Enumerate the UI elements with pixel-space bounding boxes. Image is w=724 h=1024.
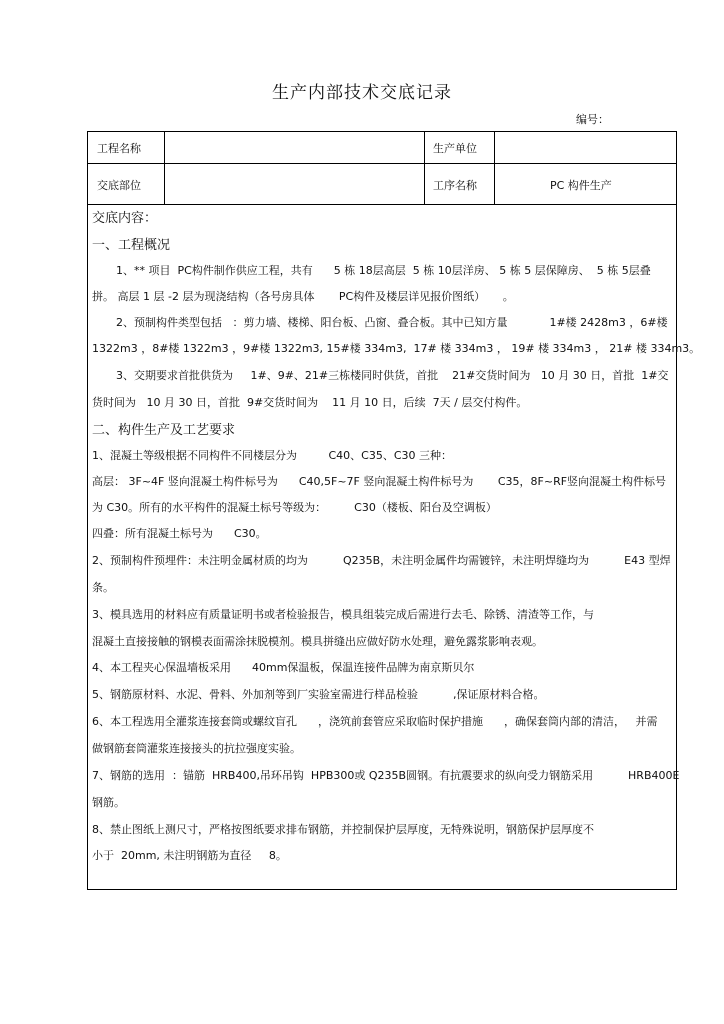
paragraph-line: 四叠：所有混凝土标号为 C30。: [92, 527, 267, 540]
row-divider: [87, 204, 677, 205]
page-title: 生产内部技术交底记录: [272, 83, 452, 103]
paragraph-line: 5、钢筋原材料、水泥、骨料、外加剂等到厂实验室需进行样品检验 ,保证原材料合格。: [92, 688, 545, 701]
paragraph-line: 小于 20mm, 未注明钢筋为直径 8。: [92, 849, 287, 862]
column-divider: [424, 131, 425, 204]
process-name-value: PC 构件生产: [550, 179, 612, 192]
paragraph-line: 做钢筋套筒灌浆连接接头的抗拉强度实验。: [92, 742, 301, 755]
paragraph-line: 1322m3 ，8#楼 1322m3 ，9#楼 1322m3, 15#楼 334m3, 17# 楼 334m3 ， 19# 楼 334m3 ， 21# 楼 334m3。: [92, 342, 701, 355]
process-name-label: 工序名称: [433, 179, 477, 192]
paragraph-line: 3、模具选用的材料应有质量证明书或者检验报告，模具组装完成后需进行去毛、除锈、清渣等工作，与: [92, 608, 594, 621]
paragraph-line: 拼。 高层 1 层 -2 层为现浇结构（各号房具体 PC构件及楼层详见报价图纸） 。: [92, 290, 514, 303]
paragraph-line: 1、** 项目 PC构件制作供应工程，共有 5 栋 18层高层 5 栋 10层洋房、 5 栋 5 层保障房、 5 栋 5层叠: [116, 264, 651, 277]
section-2-title: 二、构件生产及工艺要求: [92, 423, 236, 438]
column-divider: [494, 131, 495, 204]
row-divider: [87, 163, 677, 164]
paragraph-line: 2、预制构件类型包括 ：剪力墙、楼梯、阳台板、凸窗、叠合板。其中已知方量 1#楼 2428m3 ，6#楼: [116, 316, 668, 329]
paragraph-line: 6、本工程选用全灌浆连接套筒或螺纹盲孔 ，浇筑前套管应采取临时保护措施 ，确保套筒内部的清洁， 并需: [92, 715, 658, 728]
paragraph-line: 4、本工程夹心保温墙板采用 40mm保温板，保温连接件品牌为南京斯贝尔: [92, 661, 475, 674]
paragraph-line: 钢筋。: [92, 796, 125, 809]
paragraph-line: 3、交期要求首批供货为 1#、9#、21#三栋楼同时供货，首批 21#交货时间为 10 月 30 日，首批 1#交: [116, 369, 669, 382]
production-unit-label: 生产单位: [433, 142, 477, 155]
paragraph-line: 7、钢筋的选用 ：锚筋 HRB400,吊环吊钩 HPB300或 Q235B圆钢。有抗震要求的纵向受力钢筋采用 HRB400E: [92, 769, 680, 782]
briefing-dept-label: 交底部位: [97, 179, 141, 192]
paragraph-line: 2、预制构件预埋件：未注明金属材质的均为 Q235B，未注明金属件均需镀锌，未注明焊缝均为 E43 型焊: [92, 554, 671, 567]
doc-number-label: 编号：: [576, 113, 609, 126]
paragraph-line: 条。: [92, 581, 114, 594]
project-name-label: 工程名称: [97, 142, 141, 155]
paragraph-line: 8、禁止图纸上测尺寸，严格按图纸要求排布钢筋，并控制保护层厚度，无特殊说明，钢筋保护层厚度不: [92, 823, 594, 836]
paragraph-line: 货时间为 10 月 30 日，首批 9#交货时间为 11 月 10 日，后续 7天 / 层交付构件。: [92, 396, 528, 409]
section-1-title: 一、工程概况: [92, 238, 171, 253]
paragraph-line: 高层： 3F~4F 竖向混凝土构件标号为 C40,5F~7F 竖向混凝土构件标号为 C35，8F~RF竖向混凝土构件标号: [92, 475, 667, 488]
column-divider: [164, 131, 165, 204]
paragraph-line: 为 C30。所有的水平构件的混凝土标号等级为： C30（楼板、阳台及空调板）: [92, 501, 497, 514]
paragraph-line: 混凝土直接接触的钢模表面需涂抹脱模剂。模具拼缝出应做好防水处理，避免露浆影响表观。: [92, 635, 543, 648]
paragraph-line: 1、混凝土等级根据不同构件不同楼层分为 C40、C35、C30 三种：: [92, 449, 452, 462]
content-label: 交底内容：: [92, 211, 158, 226]
